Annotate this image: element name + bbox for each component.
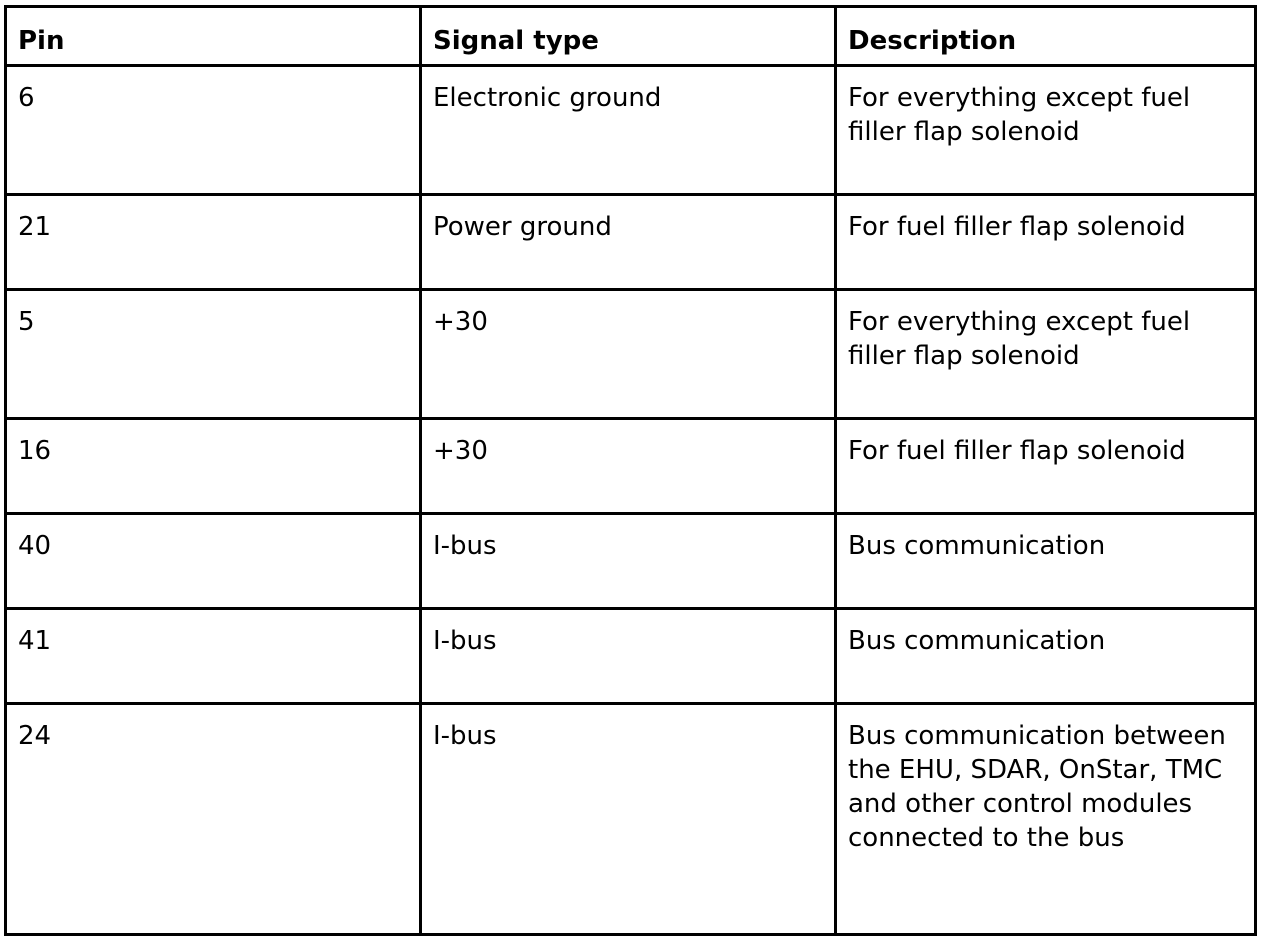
cell-description: For fuel filler flap solenoid bbox=[836, 195, 1256, 290]
table-row bbox=[6, 195, 1256, 290]
table-row bbox=[6, 290, 1256, 419]
table-row bbox=[6, 704, 1256, 935]
cell-signal-type: I-bus bbox=[421, 609, 836, 704]
cell-description: Bus communication between the EHU, SDAR, OnStar, TMC and other control modules connected to the bus bbox=[836, 704, 1256, 935]
cell-pin: 40 bbox=[6, 514, 421, 609]
pin-signal-table bbox=[4, 5, 1257, 936]
cell-description: For fuel filler flap solenoid bbox=[836, 419, 1256, 514]
cell-signal-type: I-bus bbox=[421, 704, 836, 935]
cell-signal-type: Electronic ground bbox=[421, 66, 836, 195]
cell-description: Bus communication bbox=[836, 514, 1256, 609]
cell-signal-type: I-bus bbox=[421, 514, 836, 609]
table-row bbox=[6, 514, 1256, 609]
header-signal-type: Signal type bbox=[421, 7, 836, 66]
table-row bbox=[6, 66, 1256, 195]
cell-signal-type: +30 bbox=[421, 419, 836, 514]
cell-pin: 5 bbox=[6, 290, 421, 419]
table-row bbox=[6, 609, 1256, 704]
cell-pin: 21 bbox=[6, 195, 421, 290]
table-header-row bbox=[6, 7, 1256, 66]
cell-pin: 41 bbox=[6, 609, 421, 704]
cell-description: For everything except fuel filler flap solenoid bbox=[836, 290, 1256, 419]
cell-signal-type: Power ground bbox=[421, 195, 836, 290]
cell-pin: 24 bbox=[6, 704, 421, 935]
cell-pin: 16 bbox=[6, 419, 421, 514]
cell-description: Bus communication bbox=[836, 609, 1256, 704]
cell-pin: 6 bbox=[6, 66, 421, 195]
cell-description: For everything except fuel filler flap solenoid bbox=[836, 66, 1256, 195]
cell-signal-type: +30 bbox=[421, 290, 836, 419]
header-description: Description bbox=[836, 7, 1256, 66]
header-pin: Pin bbox=[6, 7, 421, 66]
table-row bbox=[6, 419, 1256, 514]
